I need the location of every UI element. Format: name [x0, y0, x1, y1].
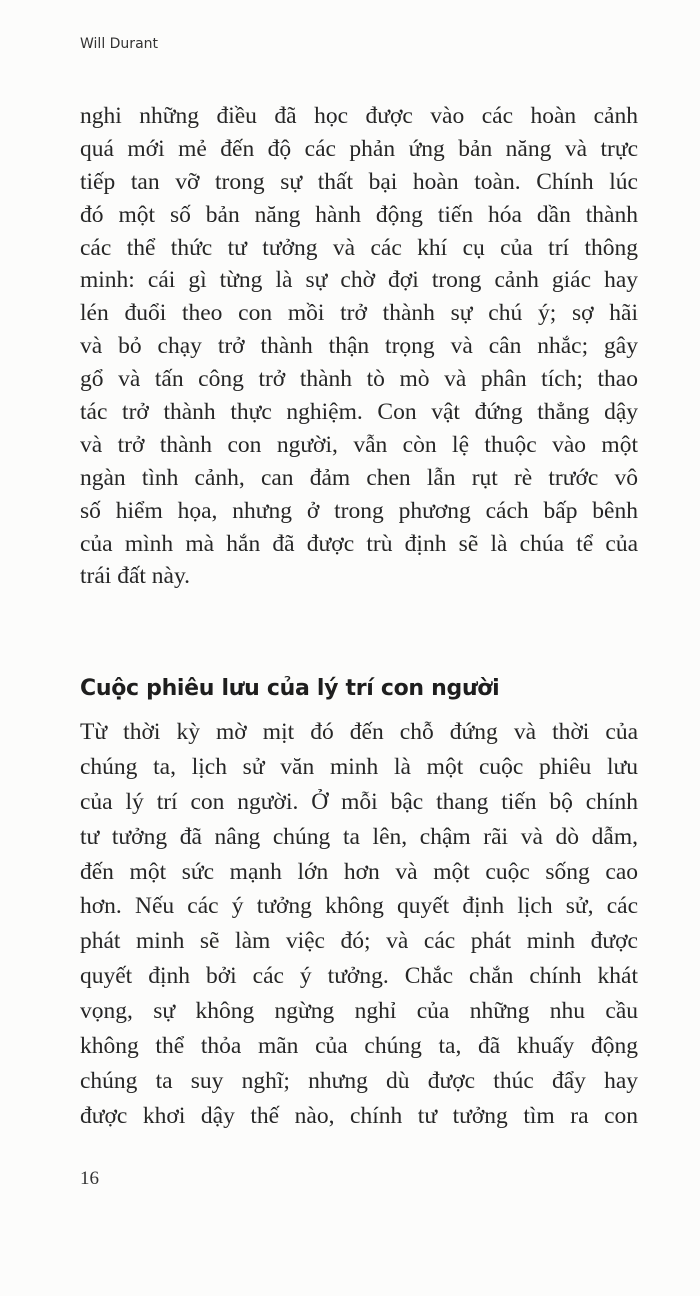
text-line: phát minh sẽ làm việc đó; và các phát minh được — [80, 928, 638, 955]
text-line: vọng, sự không ngừng nghỉ của những nhu cầu — [80, 998, 638, 1025]
text-line: trái đất này. — [80, 563, 191, 590]
text-line: quá mới mẻ đến độ các phản ứng bản năng và trực — [80, 135, 638, 162]
text-line: chúng ta suy nghĩ; nhưng dù được thúc đẩy hay — [80, 1067, 638, 1094]
text-line: các thể thức tư tưởng và các khí cụ của trí thông — [80, 234, 638, 261]
text-line: minh: cái gì từng là sự chờ đợi trong cảnh giác hay — [80, 267, 638, 294]
text-line: được khơi dậy thế nào, chính tư tưởng tìm ra con — [80, 1102, 638, 1129]
text-line: số hiểm họa, nhưng ở trong phương cách bấp bênh — [80, 497, 638, 524]
text-line: nghi những điều đã học được vào các hoàn cảnh — [80, 103, 638, 129]
text-line: lén đuổi theo con mồi trở thành sự chú ý; sợ hãi — [80, 300, 638, 327]
text-line: tác trở thành thực nghiệm. Con vật đứng thẳng dậy — [80, 399, 638, 426]
running-head-author: Will Durant — [80, 36, 159, 52]
text-line: chúng ta, lịch sử văn minh là một cuộc phiêu lưu — [80, 753, 638, 780]
text-line: gổ và tấn công trở thành tò mò và phân tích; thao — [80, 366, 638, 393]
text-line: của lý trí con người. Ở mỗi bậc thang tiến bộ chính — [80, 788, 638, 815]
text-line: không thể thỏa mãn của chúng ta, đã khuấy động — [80, 1033, 638, 1060]
text-line: Từ thời kỳ mờ mịt đó đến chỗ đứng và thời của — [80, 719, 638, 745]
text-line: của mình mà hắn đã được trù định sẽ là chúa tể của — [80, 530, 638, 557]
text-line: ngàn tình cảnh, can đảm chen lẫn rụt rè trước vô — [80, 464, 638, 491]
text-line: tiếp tan vỡ trong sự thất bại hoàn toàn. Chính lúc — [80, 168, 638, 195]
section-heading: Cuộc phiêu lưu của lý trí con người — [80, 676, 500, 701]
page-number: 16 — [80, 1168, 99, 1189]
text-line: hơn. Nếu các ý tưởng không quyết định lịch sử, các — [80, 893, 638, 920]
text-line: và bỏ chạy trở thành thận trọng và cân nhắc; gây — [80, 333, 638, 360]
text-line: và trở thành con người, vẫn còn lệ thuộc vào một — [80, 431, 638, 458]
paragraph-2 — [80, 715, 638, 1134]
text-line: đó một số bản năng hành động tiến hóa dần thành — [80, 201, 638, 228]
paragraph-1 — [80, 100, 638, 593]
text-line: quyết định bởi các ý tưởng. Chắc chắn chính khát — [80, 963, 638, 990]
text-line: tư tưởng đã nâng chúng ta lên, chậm rãi và dò dẫm, — [80, 823, 638, 850]
text-line: đến một sức mạnh lớn hơn và một cuộc sống cao — [80, 858, 638, 885]
